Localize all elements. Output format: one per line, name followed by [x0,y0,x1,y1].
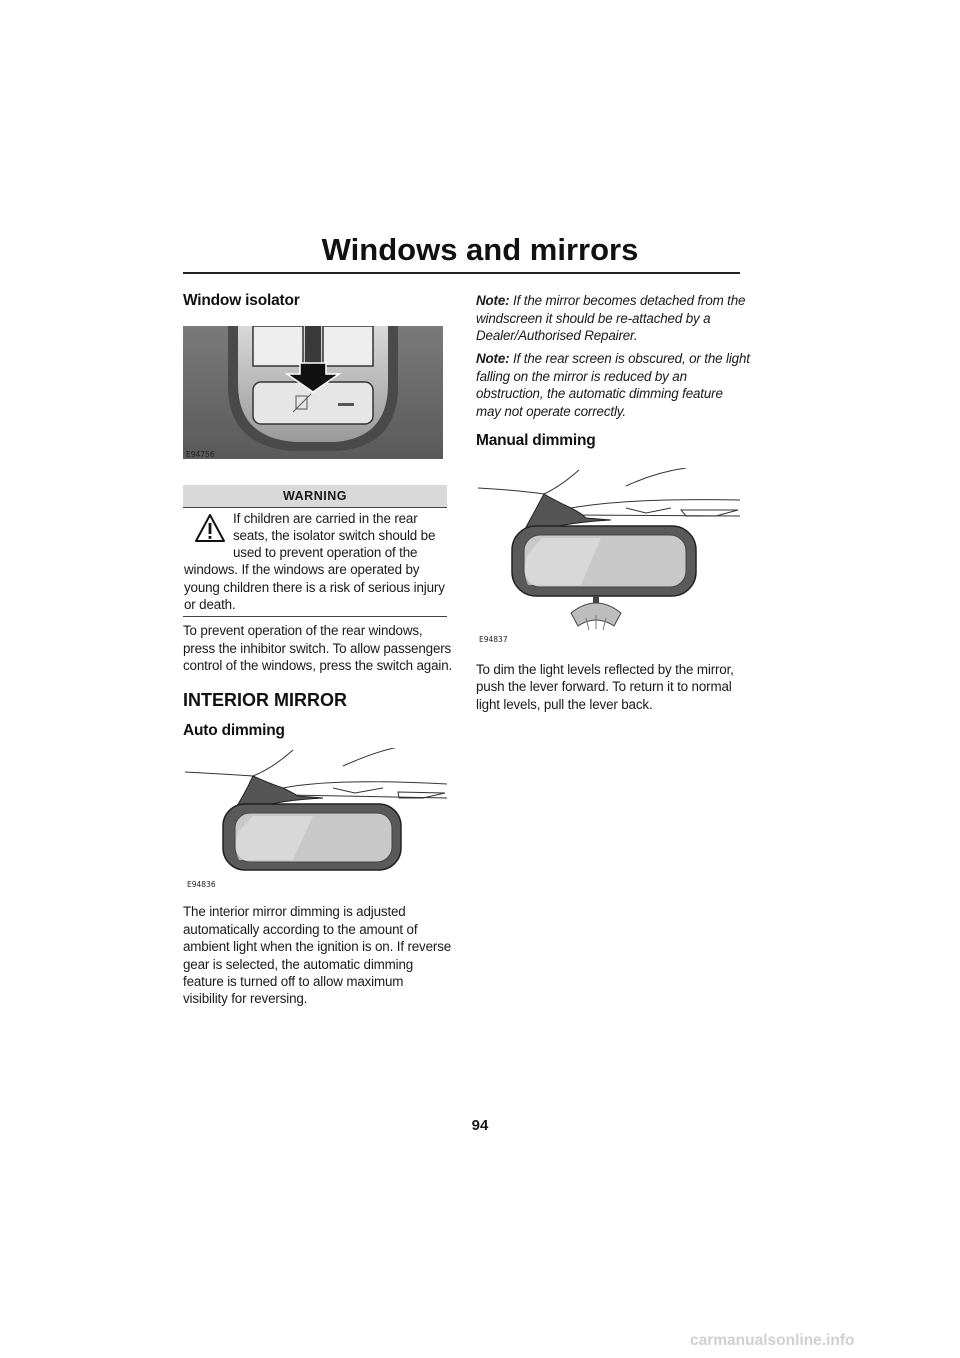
warning-line-1: If children are carried in the rear [233,511,418,526]
manual-dimming-paragraph-line: light levels, pull the lever back. [476,697,653,712]
mirror-lever-illustration [476,468,740,633]
auto-dimming-paragraph-line: The interior mirror dimming is adjusted [183,904,406,919]
note-2-line: falling on the mirror is reduced by an [476,369,687,384]
manual-dimming-figure [476,468,740,648]
note-2-line: obstruction, the automatic dimming feature [476,386,723,401]
note-2-line: may not operate correctly. [476,404,626,419]
manual-dimming-heading: Manual dimming [476,432,596,449]
lever-arrow-icon [571,603,621,630]
interior-mirror-illustration [183,748,447,878]
isolator-paragraph-line: control of the windows, press the switch again. [183,658,453,673]
window-isolator-figure [183,326,443,459]
note-1-line: Note: If the mirror becomes detached from the [476,293,746,308]
interior-mirror-heading: INTERIOR MIRROR [183,690,347,710]
note-label: Note: [476,293,510,308]
isolator-paragraph-line: To prevent operation of the rear windows, [183,623,423,638]
auto-dimming-paragraph-line: visibility for reversing. [183,991,308,1006]
figure-label: E94837 [479,635,508,644]
auto-dimming-heading: Auto dimming [183,722,285,739]
warning-heading: WARNING [183,485,447,507]
auto-dimming-paragraph-line: automatically according to the amount of [183,922,418,937]
auto-dimming-paragraph-line: ambient light when the ignition is on. If reverse [183,939,452,954]
warning-line-2: seats, the isolator switch should be [233,528,436,543]
note-1-line: Dealer/Authorised Repairer. [476,328,638,343]
warning-line-3: used to prevent operation of the [233,545,418,560]
page-title: Windows and mirrors [321,232,639,267]
watermark: carmanualsonline.info [690,1332,855,1349]
manual-dimming-paragraph-line: push the lever forward. To return it to normal [476,679,732,694]
page-number: 94 [471,1117,489,1134]
warning-line-5: young children there is a risk of serious injury [184,580,445,595]
warning-line-6: or death. [184,597,236,612]
auto-dimming-figure [183,748,447,893]
note-2-line: Note: If the rear screen is obscured, or the light [476,351,750,366]
isolator-paragraph-line: press the inhibitor switch. To allow passengers [183,641,452,656]
auto-dimming-paragraph-line: feature is turned off to allow maximum [183,974,404,989]
figure-label: E94836 [187,880,216,889]
warning-bottom-rule [183,616,447,617]
manual-dimming-paragraph-line: To dim the light levels reflected by the mirror, [476,662,734,677]
note-label: Note: [476,351,510,366]
figure-label: E94756 [186,450,215,459]
window-isolator-heading: Window isolator [183,292,300,309]
warning-triangle-icon [194,512,226,549]
isolator-switch-illustration [183,326,443,459]
auto-dimming-paragraph-line: gear is selected, the automatic dimming [183,957,414,972]
warning-top-rule [183,507,447,508]
warning-line-4: windows. If the windows are operated by [184,562,420,577]
title-divider [183,272,740,274]
note-1-line: windscreen it should be re-attached by a [476,311,711,326]
